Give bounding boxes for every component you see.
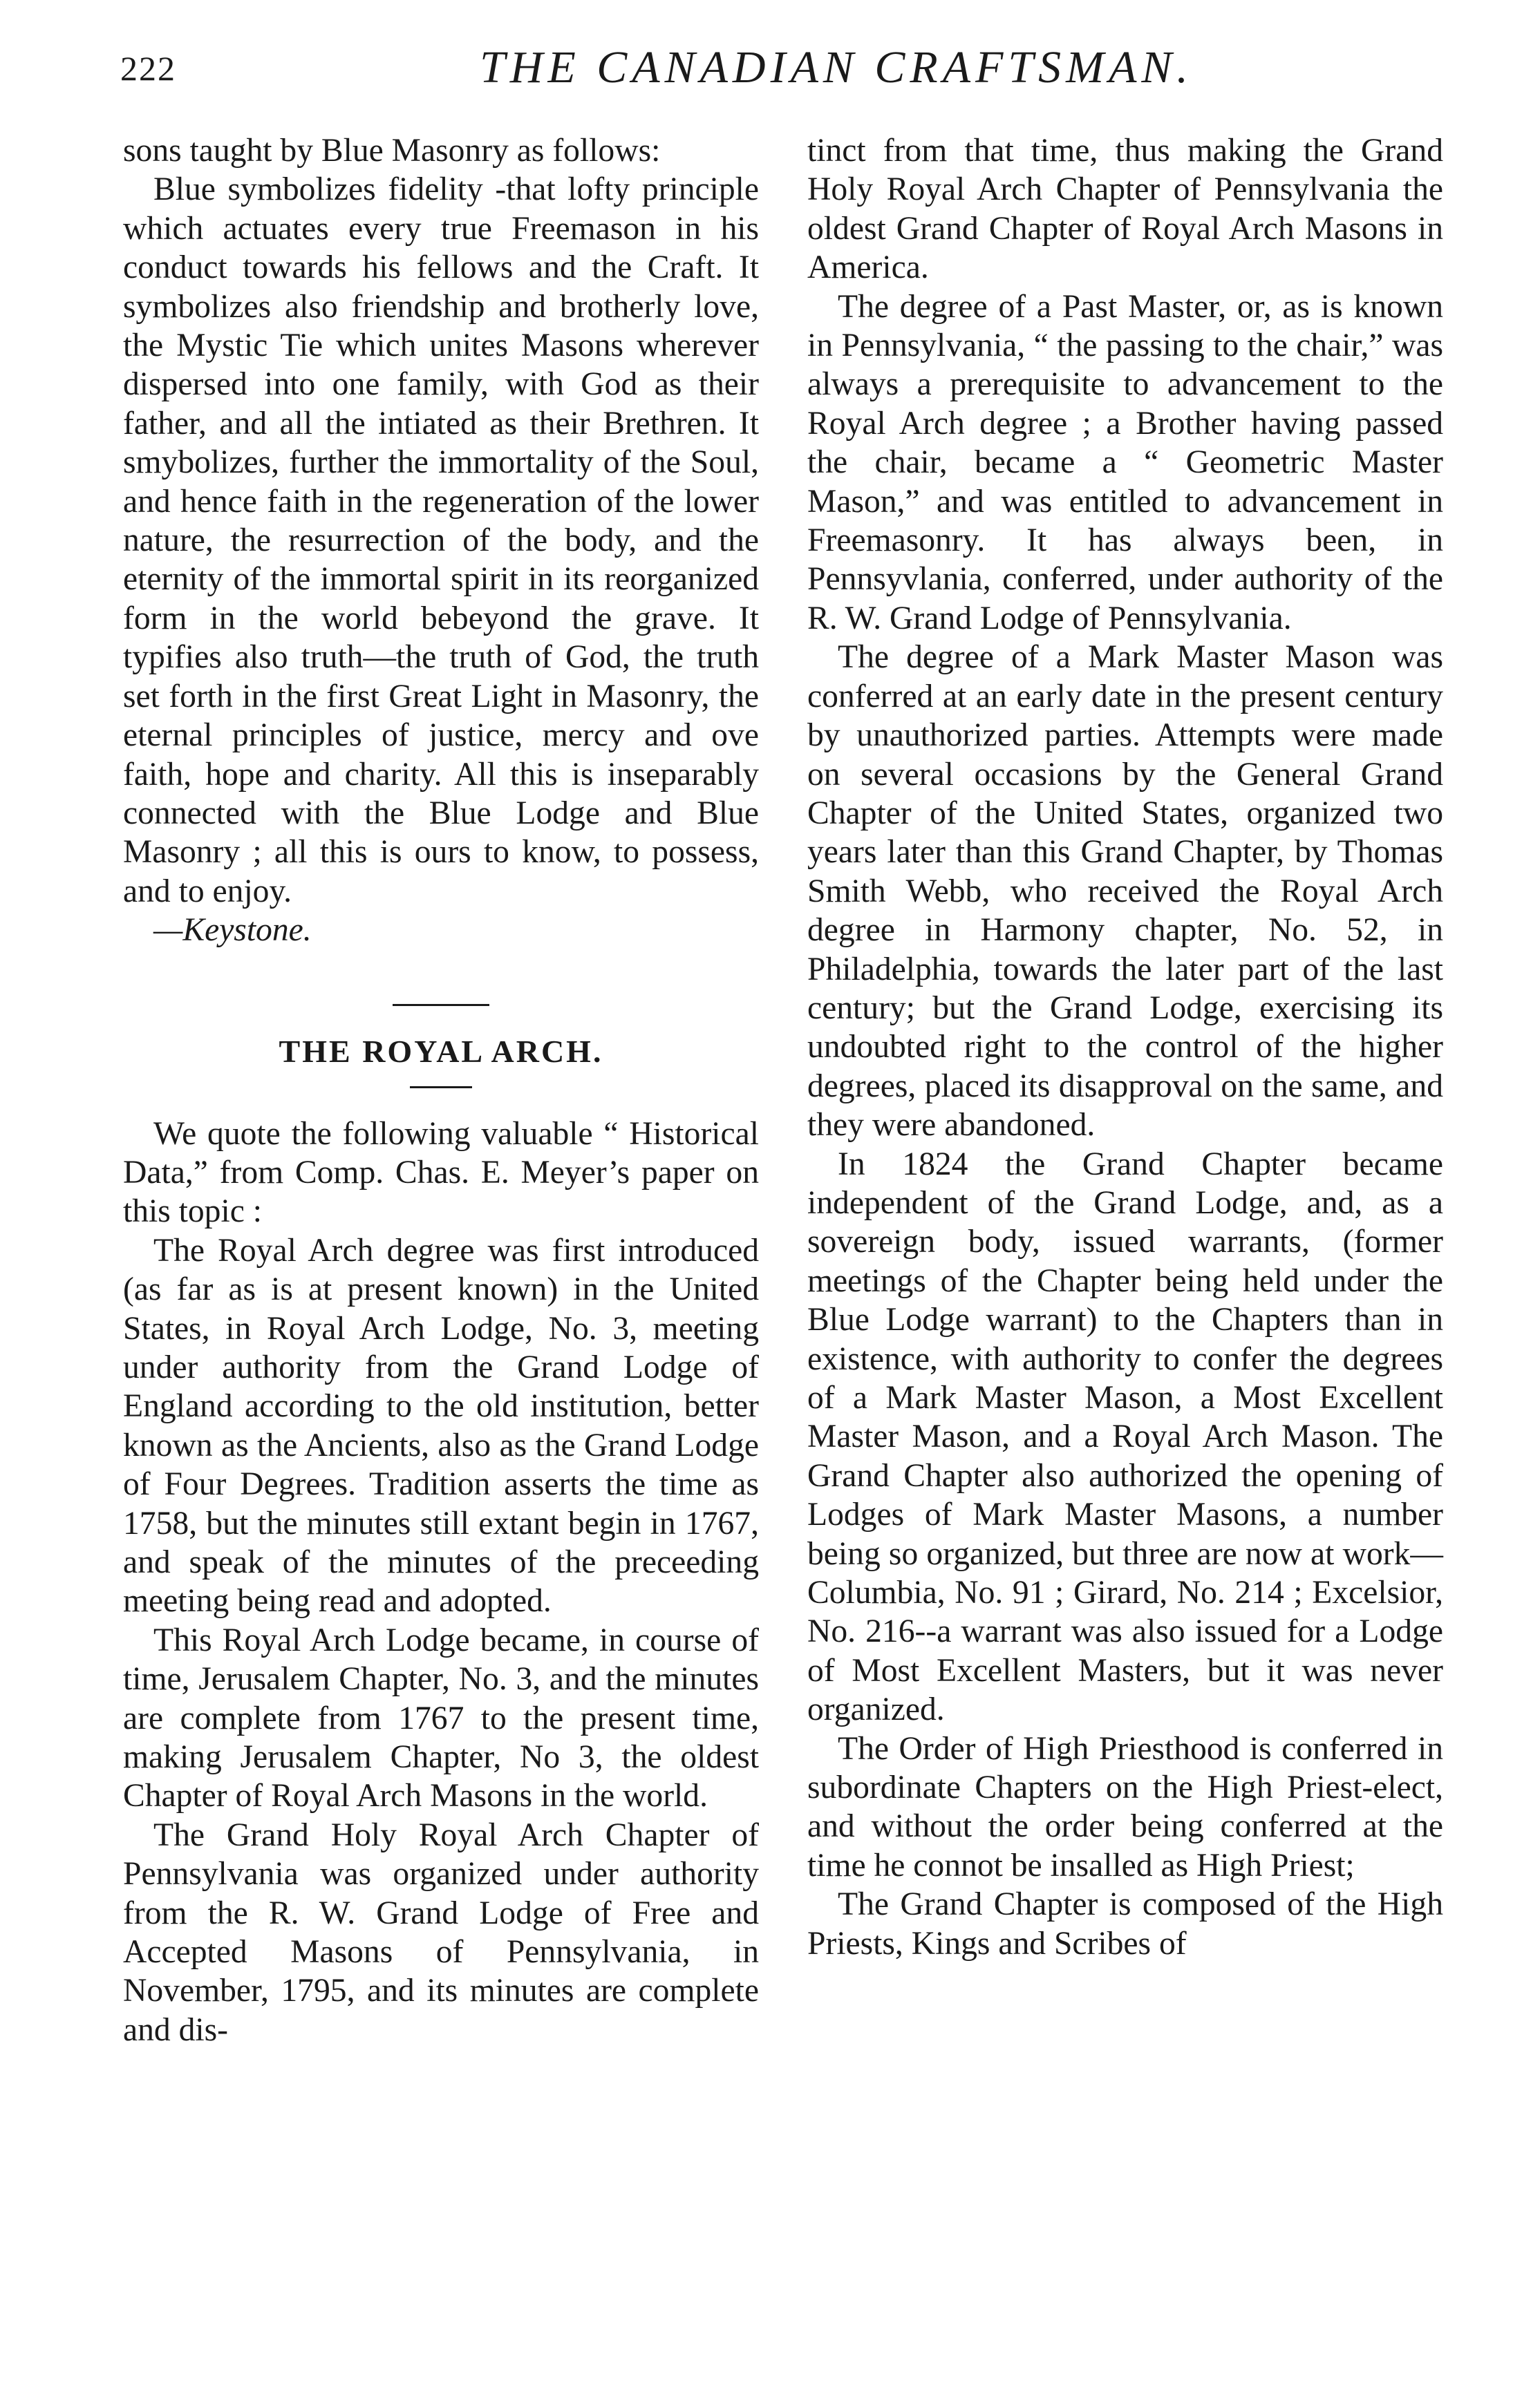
paragraph: The Order of High Priesthood is conferred in subordinate Chapters on the High Priest-elect, and without the order being conferred at the time he connot be insalled as High Priest; xyxy=(807,1730,1443,1884)
paragraph: The Royal Arch degree was first introduced (as far as is at present known) in the United States, in Royal Arch Lodge, No. 3, meeting under authority from the Grand Lodge of England according to the old institution, better known as the Ancients, also as the Grand Lodge of Four Degrees. Tradition asserts the time as 1758, but the minutes still extant begin in 1767, and speak of the minutes of the preceeding meeting being read and adopted. xyxy=(123,1232,759,1620)
running-title: THE CANADIAN CRAFTSMAN. xyxy=(480,42,1193,93)
section-divider-short xyxy=(410,1086,472,1088)
paragraph: The Grand Chapter is composed of the High Priests, Kings and Scribes of xyxy=(807,1886,1443,1962)
paragraph: In 1824 the Grand Chapter became independent of the Grand Lodge, and, as a sovereign body, issued warrants, (former meetings of the Chapter being held under the Blue Lodge warrant) to the Chapters than in existence, with authority to confer the degrees of a Mark Master Mason, a Most Excellent Master Mason, and a Royal Arch Mason. The Grand Chapter also authorized the opening of Lodges of Mark Master Masons, a number being so organized, but three are now at work—Columbia, No. 91 ; Girard, No. 214 ; Excelsior, No. 216--a warrant was also issued for a Lodge of Most Excellent Masters, but it was never organized. xyxy=(807,1146,1443,1728)
paragraph: The degree of a Past Master, or, as is known in Pennsylvania, “ the passing to the chair,” was always a prerequisite to advancement to the Royal Arch degree ; a Brother having passed the chair, became a “ Geometric Master Mason,” and was entitled to advancement in Freemasonry. It has always been, in Pennsyvlania, conferred, under authority of the R. W. Grand Lodge of Pennsylvania. xyxy=(807,288,1443,636)
section-divider xyxy=(393,1004,489,1006)
right-column xyxy=(807,131,1443,1963)
section-title: THE ROYAL ARCH. xyxy=(279,1033,603,1069)
paragraph: sons taught by Blue Masonry as follows: xyxy=(123,133,661,169)
page-number: 222 xyxy=(120,49,176,88)
paragraph: We quote the following valuable “ Historical Data,” from Comp. Chas. E. Meyer’s paper on this topic : xyxy=(123,1115,759,1230)
paragraph: tinct from that time, thus making the Grand Holy Royal Arch Chapter of Pennsylvania the oldest Grand Chapter of Royal Arch Masons in America. xyxy=(807,133,1443,286)
left-column xyxy=(123,131,759,2049)
paragraph: The degree of a Mark Master Mason was conferred at an early date in the present century by unauthorized parties. Attempts were made on several occasions by the General Grand Chapter of the United States, organized two years later than this Grand Chapter, by Thomas Smith Webb, who received the Royal Arch degree in Harmony chapter, No. 52, in Philadelphia, towards the later part of the last century; but the Grand Lodge, exercising its undoubted right to the control of the higher degrees, placed its disapproval on the same, and they were abandoned. xyxy=(807,639,1443,1144)
page-header xyxy=(0,41,1513,117)
paragraph: Blue symbolizes fidelity -that lofty principle which actuates every true Freemason in his conduct towards his fellows and the Craft. It symbolizes also friendship and brotherly love, the Mystic Tie which unites Masons wherever dispersed into one family, with God as their father, and all the intiated as their Brethren. It smybolizes, further the immortality of the Soul, and hence faith in the regeneration of the lower nature, the resurrection of the body, and the eternity of the immortal spirit in its reorganized form in the world bebeyond the grave. It typifies also truth—the truth of God, the truth set forth in the first Great Light in Masonry, the eternal principles of justice, mercy and ove faith, hope and charity. All this is inseparably connected with the Blue Lodge and Blue Masonry ; all this is ours to know, to possess, and to enjoy. xyxy=(123,171,759,909)
paragraph: This Royal Arch Lodge became, in course of time, Jerusalem Chapter, No. 3, and the minutes are complete from 1767 to the present time, making Jerusalem Chapter, No 3, the oldest Chapter of Royal Arch Masons in the world. xyxy=(123,1622,759,1814)
paragraph: The Grand Holy Royal Arch Chapter of Pennsylvania was organized under authority from the R. W. Grand Lodge of Free and Accepted Masons of Pennsylvania, in November, 1795, and its minutes are complete and dis- xyxy=(123,1817,759,2048)
attribution: —Keystone. xyxy=(153,912,312,949)
